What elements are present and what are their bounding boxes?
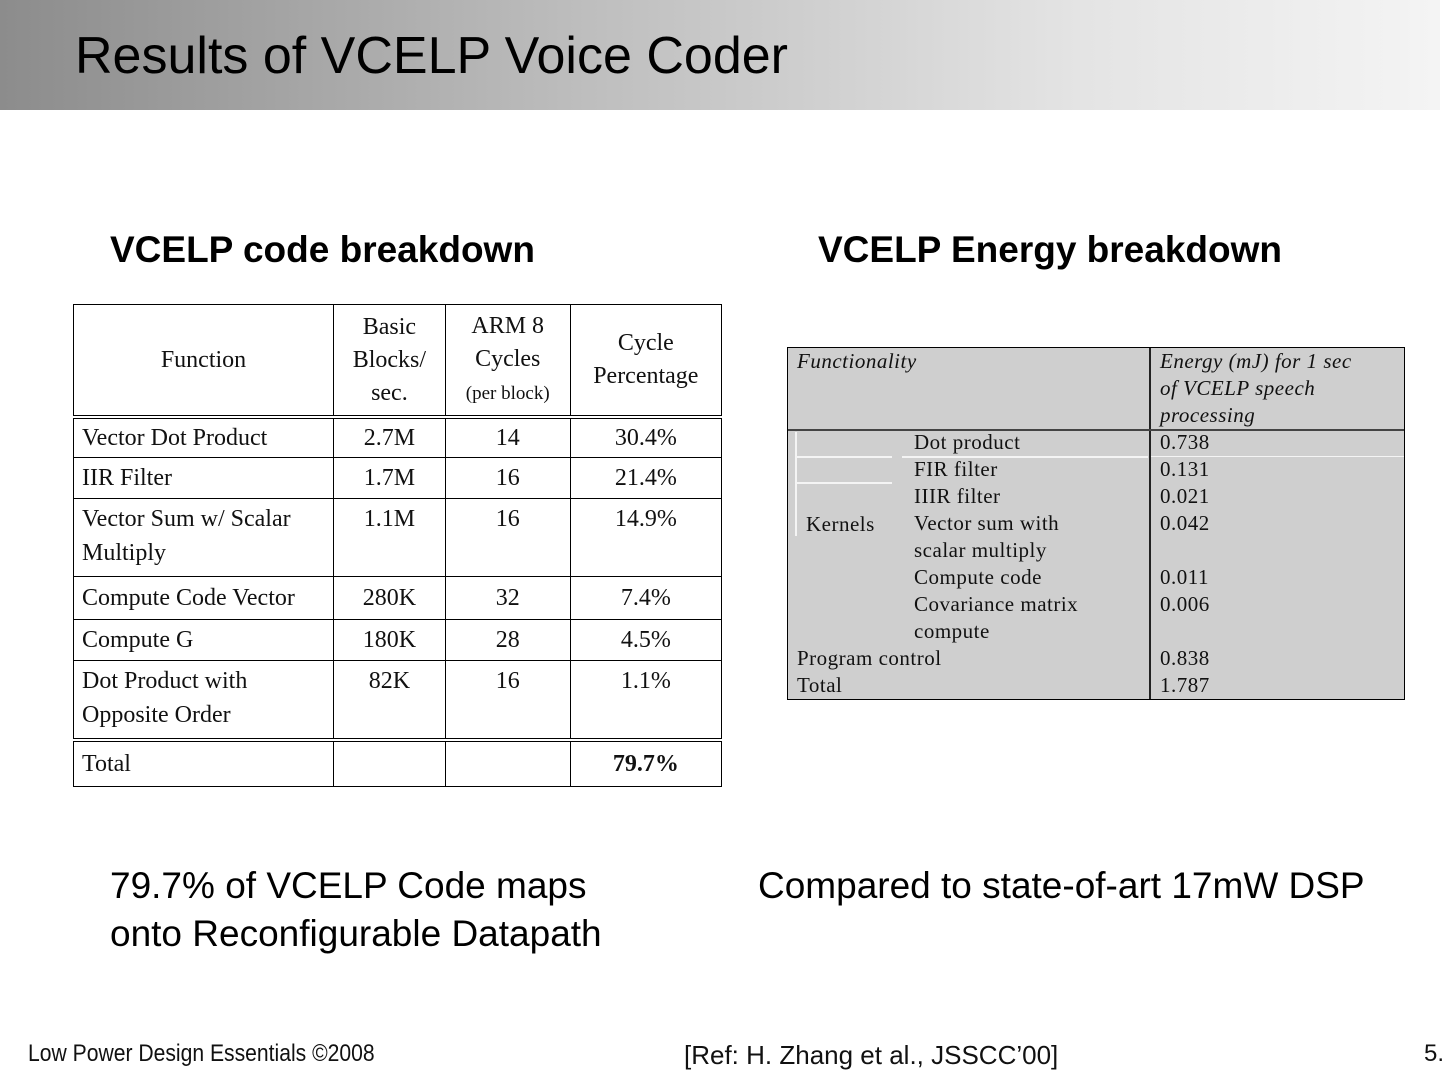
total-label: Total <box>797 673 843 697</box>
function-cell: Dot Product with Opposite Order <box>74 661 334 741</box>
percentage-cell: 4.5% <box>570 620 721 661</box>
function-cell: Vector Dot Product <box>74 417 334 458</box>
blocks-cell: 180K <box>334 620 446 661</box>
footer-copyright: Low Power Design Essentials ©2008 <box>28 1040 375 1067</box>
cycles-cell: 14 <box>445 417 570 458</box>
column-header-arm8-cycles: ARM 8 Cycles (per block) <box>445 305 570 418</box>
program-control-energy: 0.838 <box>1160 646 1210 670</box>
blocks-cell: 1.7M <box>334 458 446 499</box>
total-energy: 1.787 <box>1160 673 1210 697</box>
table-row <box>74 417 722 458</box>
code-breakdown-heading: VCELP code breakdown <box>110 229 535 270</box>
dsp-comparison-text: Compared to state-of-art 17mW DSP <box>758 865 1365 906</box>
kernel-energy: 0.042 <box>1160 511 1210 535</box>
footer-reference: [Ref: H. Zhang et al., JSSCC’00] <box>684 1040 1059 1070</box>
kernel-energy: 0.738 <box>1160 430 1210 454</box>
total-label-cell: Total <box>74 740 334 787</box>
kernel-energy: 0.006 <box>1160 592 1210 616</box>
table-row <box>74 620 722 661</box>
table-total-row <box>74 740 722 787</box>
column-divider <box>1149 348 1151 699</box>
column-header-basic-blocks: Basic Blocks/ sec. <box>334 305 446 418</box>
code-breakdown-table <box>73 304 722 787</box>
blocks-cell <box>334 740 446 787</box>
table-row <box>74 661 722 741</box>
cycles-cell: 16 <box>445 661 570 741</box>
header-divider <box>788 429 1404 431</box>
kernel-energy: 0.021 <box>1160 484 1210 508</box>
kernels-label: Kernels <box>806 512 875 536</box>
percentage-cell: 30.4% <box>570 417 721 458</box>
column-header-cycle-percentage: Cycle Percentage <box>570 305 721 418</box>
function-cell: IIR Filter <box>74 458 334 499</box>
blocks-cell: 1.1M <box>334 499 446 577</box>
kernel-name: Covariance matrix compute <box>914 592 1079 643</box>
kernel-energy: 0.011 <box>1160 565 1209 589</box>
table-header-row <box>74 305 722 418</box>
total-percentage-cell: 79.7% <box>570 740 721 787</box>
kernel-name: IIIR filter <box>914 484 1001 508</box>
function-cell: Compute G <box>74 620 334 661</box>
slide-title: Results of VCELP Voice Coder <box>75 27 788 85</box>
function-cell: Vector Sum w/ Scalar Multiply <box>74 499 334 577</box>
blocks-cell: 280K <box>334 577 446 620</box>
table-artifact-line <box>797 456 892 458</box>
cycles-cell <box>445 740 570 787</box>
function-cell: Compute Code Vector <box>74 577 334 620</box>
table-row <box>74 499 722 577</box>
percentage-cell: 1.1% <box>570 661 721 741</box>
percentage-cell: 14.9% <box>570 499 721 577</box>
kernel-name: Dot product <box>914 430 1021 454</box>
cycles-cell: 28 <box>445 620 570 661</box>
kernel-name: Vector sum with scalar multiply <box>914 511 1060 562</box>
blocks-cell: 82K <box>334 661 446 741</box>
percentage-cell: 7.4% <box>570 577 721 620</box>
kernel-name: Compute code <box>914 565 1042 589</box>
code-mapping-conclusion: 79.7% of VCELP Code maps onto Reconfigurable Datapath <box>110 865 602 954</box>
page-number: 5. <box>1424 1040 1444 1067</box>
table-artifact-line <box>797 482 892 484</box>
energy-breakdown-heading: VCELP Energy breakdown <box>818 229 1282 270</box>
cycles-cell: 16 <box>445 458 570 499</box>
cycles-cell: 16 <box>445 499 570 577</box>
kernel-name: FIR filter <box>914 457 998 481</box>
energy-breakdown-table <box>787 347 1405 700</box>
blocks-cell: 2.7M <box>334 417 446 458</box>
energy-header: Energy (mJ) for 1 sec of VCELP speech processing <box>1160 349 1352 427</box>
functionality-header: Functionality <box>797 349 917 373</box>
table-artifact-line <box>795 432 797 536</box>
percentage-cell: 21.4% <box>570 458 721 499</box>
table-row <box>74 577 722 620</box>
cycles-cell: 32 <box>445 577 570 620</box>
kernel-energy: 0.131 <box>1160 457 1210 481</box>
program-control-label: Program control <box>797 646 942 670</box>
table-row <box>74 458 722 499</box>
column-header-function: Function <box>74 305 334 418</box>
